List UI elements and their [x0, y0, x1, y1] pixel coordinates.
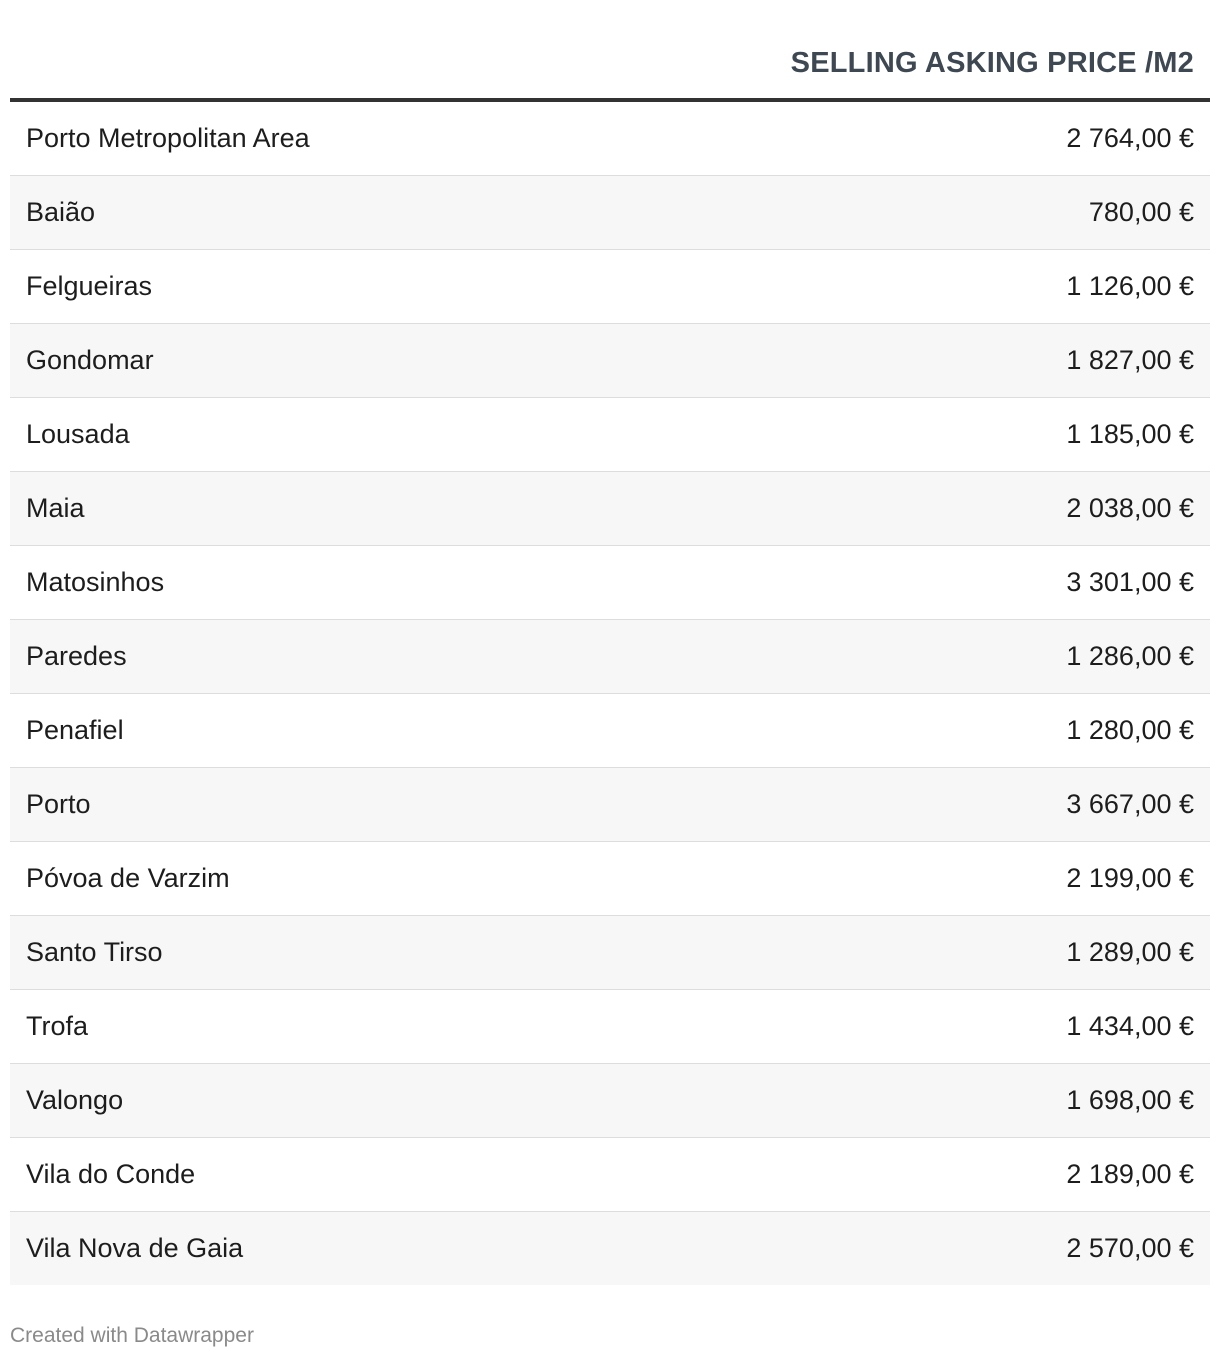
row-name: Baião	[26, 197, 96, 227]
row-name: Porto Metropolitan Area	[26, 123, 310, 153]
row-value: 1 126,00 €	[1066, 271, 1194, 301]
table-row	[10, 842, 1210, 916]
table-body	[10, 102, 1210, 1285]
row-name: Póvoa de Varzim	[26, 863, 230, 893]
datawrapper-credit[interactable]: Created with Datawrapper	[10, 1324, 254, 1347]
table-row	[10, 102, 1210, 176]
row-name: Paredes	[26, 641, 127, 671]
row-name: Matosinhos	[26, 567, 165, 597]
row-value: 2 199,00 €	[1066, 863, 1194, 893]
row-value: 1 434,00 €	[1066, 1011, 1194, 1041]
table-row	[10, 620, 1210, 694]
table-row	[10, 1064, 1210, 1138]
table-header	[10, 0, 1210, 102]
row-value: 2 038,00 €	[1066, 493, 1194, 523]
row-value: 3 667,00 €	[1066, 789, 1194, 819]
row-value: 780,00 €	[1088, 197, 1194, 227]
table-row	[10, 324, 1210, 398]
row-name: Lousada	[26, 419, 130, 449]
row-value: 1 286,00 €	[1066, 641, 1194, 671]
row-name: Trofa	[26, 1011, 89, 1041]
table-row	[10, 250, 1210, 324]
table-row	[10, 916, 1210, 990]
row-value: 3 301,00 €	[1066, 567, 1194, 597]
price-table	[10, 0, 1210, 1285]
row-value: 1 280,00 €	[1066, 715, 1194, 745]
row-name: Vila do Conde	[26, 1159, 196, 1189]
table-row	[10, 398, 1210, 472]
row-value: 2 570,00 €	[1066, 1233, 1194, 1263]
table-row	[10, 694, 1210, 768]
row-name: Porto	[26, 789, 91, 819]
row-value: 1 698,00 €	[1066, 1085, 1194, 1115]
table-row	[10, 768, 1210, 842]
row-name: Felgueiras	[26, 271, 153, 301]
column-header-price[interactable]: SELLING ASKING PRICE /M2	[790, 47, 1194, 79]
row-name: Penafiel	[26, 715, 124, 745]
table-row	[10, 1212, 1210, 1285]
row-name: Maia	[26, 493, 85, 523]
row-value: 1 289,00 €	[1066, 937, 1194, 967]
row-value: 2 189,00 €	[1066, 1159, 1194, 1189]
table-row	[10, 176, 1210, 250]
row-name: Vila Nova de Gaia	[26, 1233, 244, 1263]
table-row	[10, 546, 1210, 620]
row-name: Gondomar	[26, 345, 154, 375]
row-value: 1 185,00 €	[1066, 419, 1194, 449]
row-name: Valongo	[26, 1085, 124, 1115]
table-row	[10, 1138, 1210, 1212]
table-row	[10, 990, 1210, 1064]
row-name: Santo Tirso	[26, 937, 163, 967]
row-value: 2 764,00 €	[1066, 123, 1194, 153]
table-row	[10, 472, 1210, 546]
row-value: 1 827,00 €	[1066, 345, 1194, 375]
